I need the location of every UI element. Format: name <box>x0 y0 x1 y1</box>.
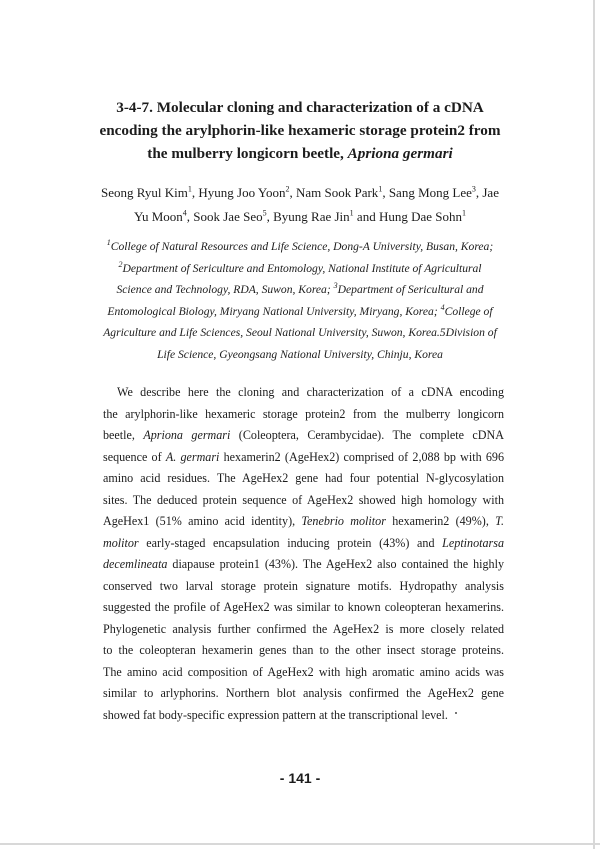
abstract-text: early-staged encapsulation inducing protein (43%) and <box>138 535 443 550</box>
author-name: Jae <box>482 185 499 200</box>
abstract-line: conserved two larval storage protein signature motifs. Hydropathy analysis <box>103 578 504 593</box>
title-line <box>80 142 520 165</box>
page-number: - 141 - <box>279 770 321 786</box>
affiliation-line <box>80 236 520 258</box>
abstract-body <box>103 382 504 726</box>
page-edge-bottom <box>0 843 600 845</box>
species-name: Tenebrio molitor <box>301 514 386 528</box>
author-name: Seong Ryul Kim <box>101 185 188 200</box>
species-name: T. <box>495 514 505 528</box>
abstract-line <box>103 554 504 576</box>
abstract-text: beetle, <box>103 428 144 442</box>
abstract-line <box>103 533 504 555</box>
abstract-line <box>103 425 504 447</box>
affiliation-mark: 2 <box>118 259 123 269</box>
author-line: Yu Moon$^4$, Sook Jae Seo$^5$, Byung Rae Jin$^1$ and Hung Dae Sohn$^1$ <box>134 208 466 224</box>
species-name: molitor <box>103 535 139 550</box>
affiliation-mark: 3 <box>333 281 338 291</box>
affiliation-mark: 1 <box>462 208 466 218</box>
affiliation-line <box>80 279 520 301</box>
affiliation-mark: 2 <box>285 184 290 194</box>
author-list <box>80 181 520 229</box>
abstract-line <box>103 447 504 469</box>
author-name: Hyung Joo Yoon <box>198 185 286 200</box>
author-conjunction: and <box>356 209 376 224</box>
species-name: A. germari <box>165 449 220 464</box>
author-name: Byung Rae Jin <box>273 209 350 224</box>
abstract-text: hexamerin2 (49%), <box>385 514 496 528</box>
abstract-line: showed fat body-specific expression pattern at the transcriptional level. <box>103 707 448 722</box>
abstract-line: Phylogenetic analysis further confirmed the AgeHex2 is more closely related <box>103 621 504 636</box>
affiliation-mark: 1 <box>349 208 354 218</box>
affiliation-text: Entomological Biology, Miryang National University, Miryang, Korea; <box>107 304 441 318</box>
affiliation-mark: 1 <box>378 184 383 194</box>
affiliation-line: Agriculture and Life Sciences, Seoul National University, Suwon, Korea.5Division of <box>103 326 497 339</box>
title-text: the mulberry longicorn beetle, <box>147 145 348 162</box>
abstract-text: AgeHex1 (51% amino acid identity), <box>103 514 302 528</box>
affiliation-text: College of <box>444 304 493 318</box>
abstract-line <box>103 511 504 533</box>
affiliation-mark: 3 <box>471 184 476 194</box>
affiliation-mark: 4 <box>440 302 445 312</box>
abstract-text: (Coleoptera, Cerambycidae). The complete cDNA <box>230 428 504 442</box>
species-name: Apriona germari <box>143 428 231 442</box>
author-name: Hung Dae Sohn <box>378 209 462 224</box>
abstract-text: diapause protein1 (43%). The AgeHex2 also contained the highly <box>167 557 504 571</box>
species-name: decemlineata <box>103 557 168 571</box>
abstract-line: amino acid residues. The AgeHex2 gene had four potential N-glycosylation <box>103 471 504 485</box>
species-name: Leptinotarsa <box>442 535 504 550</box>
affiliation-mark: 4 <box>182 208 187 218</box>
author-name: Sook Jae Seo <box>193 209 263 224</box>
affiliation-text: Science and Technology, RDA, Suwon, Korea; <box>116 283 334 296</box>
affiliation-line: Life Science, Gyeongsang National University, Chinju, Korea <box>157 347 443 361</box>
affiliation-line <box>80 258 520 280</box>
affiliation-line <box>80 301 520 323</box>
affiliation-text: Department of Sericulture and Entomology, National Institute of Agricultural <box>122 261 482 275</box>
author-name: Yu Moon <box>134 209 183 224</box>
scan-speck <box>455 712 457 714</box>
abstract-line: sites. The deduced protein sequence of AgeHex2 showed high homology with <box>103 492 504 507</box>
affiliation-text: College of Natural Resources and Life Science, Dong-A University, Busan, Korea; <box>110 240 494 253</box>
abstract-line: to the coleopteran hexamerin genes than to the other insect storage proteins. <box>103 643 504 657</box>
abstract-line: The amino acid composition of AgeHex2 with high aromatic amino acids was <box>103 664 504 679</box>
author-name: Nam Sook Park <box>295 185 379 200</box>
paper-title <box>80 96 520 165</box>
affiliation-text: Department of Sericultural and <box>337 283 484 296</box>
abstract-text: hexamerin2 (AgeHex2) comprised of 2,088 bp with 696 <box>219 449 504 464</box>
abstract-line: similar to arlyphorins. Northern blot analysis confirmed the AgeHex2 gene <box>103 686 504 700</box>
title-line: encoding the arylphorin-like hexameric storage protein2 from <box>99 122 501 139</box>
abstract-text: sequence of <box>103 449 166 464</box>
affiliation-list <box>80 236 520 365</box>
affiliation-mark: 1 <box>187 184 192 194</box>
title-line: 3-4-7. Molecular cloning and characterization of a cDNA <box>116 99 484 116</box>
author-name: Sang Mong Lee <box>388 185 472 200</box>
abstract-line: suggested the profile of AgeHex2 was similar to known coleopteran hexamerins. <box>103 600 504 614</box>
abstract-line: the arylphorin-like hexameric storage protein2 from the mulberry longicorn <box>103 406 504 421</box>
author-line: Seong Ryul Kim$^1$, Hyung Joo Yoon$^2$, Nam Sook Park$^1$, Sang Mong Lee$^3$, Jae <box>101 184 499 200</box>
affiliation-mark: 1 <box>106 238 111 248</box>
title-species: Apriona germari <box>347 145 453 162</box>
page-edge-right <box>593 0 595 849</box>
affiliation-mark: 5 <box>262 208 267 218</box>
abstract-line: We describe here the cloning and characterization of a cDNA encoding <box>117 385 504 399</box>
